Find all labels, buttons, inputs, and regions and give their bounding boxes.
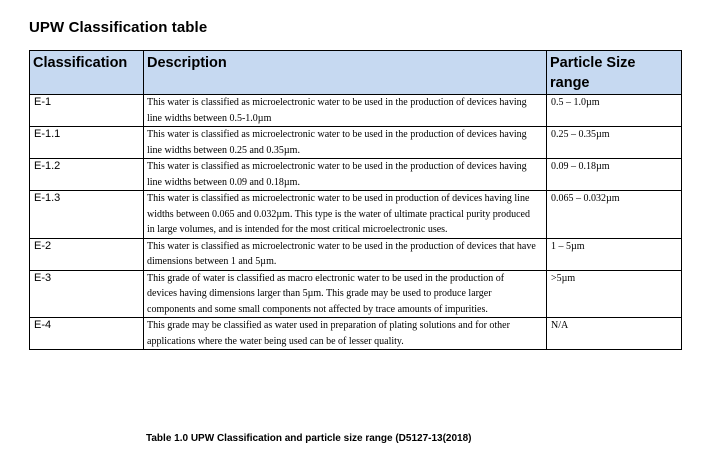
header-description: Description <box>144 51 547 95</box>
row-description: This grade of water is classified as macro electronic water to be used in the production of devices having dimensions larger than 5µm. This grade may be used to produce larger components and some small components not affected by trace amounts of impurities. <box>144 270 547 318</box>
row-particle-size: 0.065 – 0.032µm <box>547 191 682 239</box>
row-classification: E-3 <box>30 270 144 318</box>
table-row <box>30 238 682 270</box>
row-classification: E-2 <box>30 238 144 270</box>
upw-classification-table <box>29 50 682 350</box>
row-description: This water is classified as microelectronic water to be used in the production of devices having line widths between 0.5-1.0µm <box>144 95 547 127</box>
row-description: This grade may be classified as water used in preparation of plating solutions and for other applications where the water being used can be of lesser quality. <box>144 318 547 350</box>
table-title: UPW Classification table <box>29 19 208 36</box>
row-classification: E-1.2 <box>30 159 144 191</box>
row-particle-size: N/A <box>547 318 682 350</box>
header-particle-size: Particle Size range <box>547 51 682 95</box>
row-description: This water is classified as microelectronic water to be used in the production of devices having line widths between 0.25 and 0.35µm. <box>144 127 547 159</box>
row-particle-size: >5µm <box>547 270 682 318</box>
row-classification: E-4 <box>30 318 144 350</box>
header-classification: Classification <box>30 51 144 95</box>
row-particle-size: 0.09 – 0.18µm <box>547 159 682 191</box>
row-description: This water is classified as microelectronic water to be used in the production of devices that have dimensions between 1 and 5µm. <box>144 238 547 270</box>
table-row <box>30 127 682 159</box>
table-row <box>30 159 682 191</box>
row-particle-size: 0.5 – 1.0µm <box>547 95 682 127</box>
table-caption: Table 1.0 UPW Classification and particle size range (D5127-13(2018) <box>146 433 472 444</box>
row-classification: E-1 <box>30 95 144 127</box>
table-row <box>30 270 682 318</box>
row-particle-size: 0.25 – 0.35µm <box>547 127 682 159</box>
table-row <box>30 318 682 350</box>
table-row <box>30 191 682 239</box>
row-particle-size: 1 – 5µm <box>547 238 682 270</box>
row-classification: E-1.3 <box>30 191 144 239</box>
row-description: This water is classified as microelectronic water to be used in the production of devices having line widths between 0.09 and 0.18µm. <box>144 159 547 191</box>
row-description: This water is classified as microelectronic water to be used in production of devices having line widths between 0.065 and 0.032µm. This type is the water of ultimate practical purity produced in large volumes, and is intended for the most critical microelectronic uses. <box>144 191 547 239</box>
row-classification: E-1.1 <box>30 127 144 159</box>
table-header-row <box>30 51 682 95</box>
table-row <box>30 95 682 127</box>
